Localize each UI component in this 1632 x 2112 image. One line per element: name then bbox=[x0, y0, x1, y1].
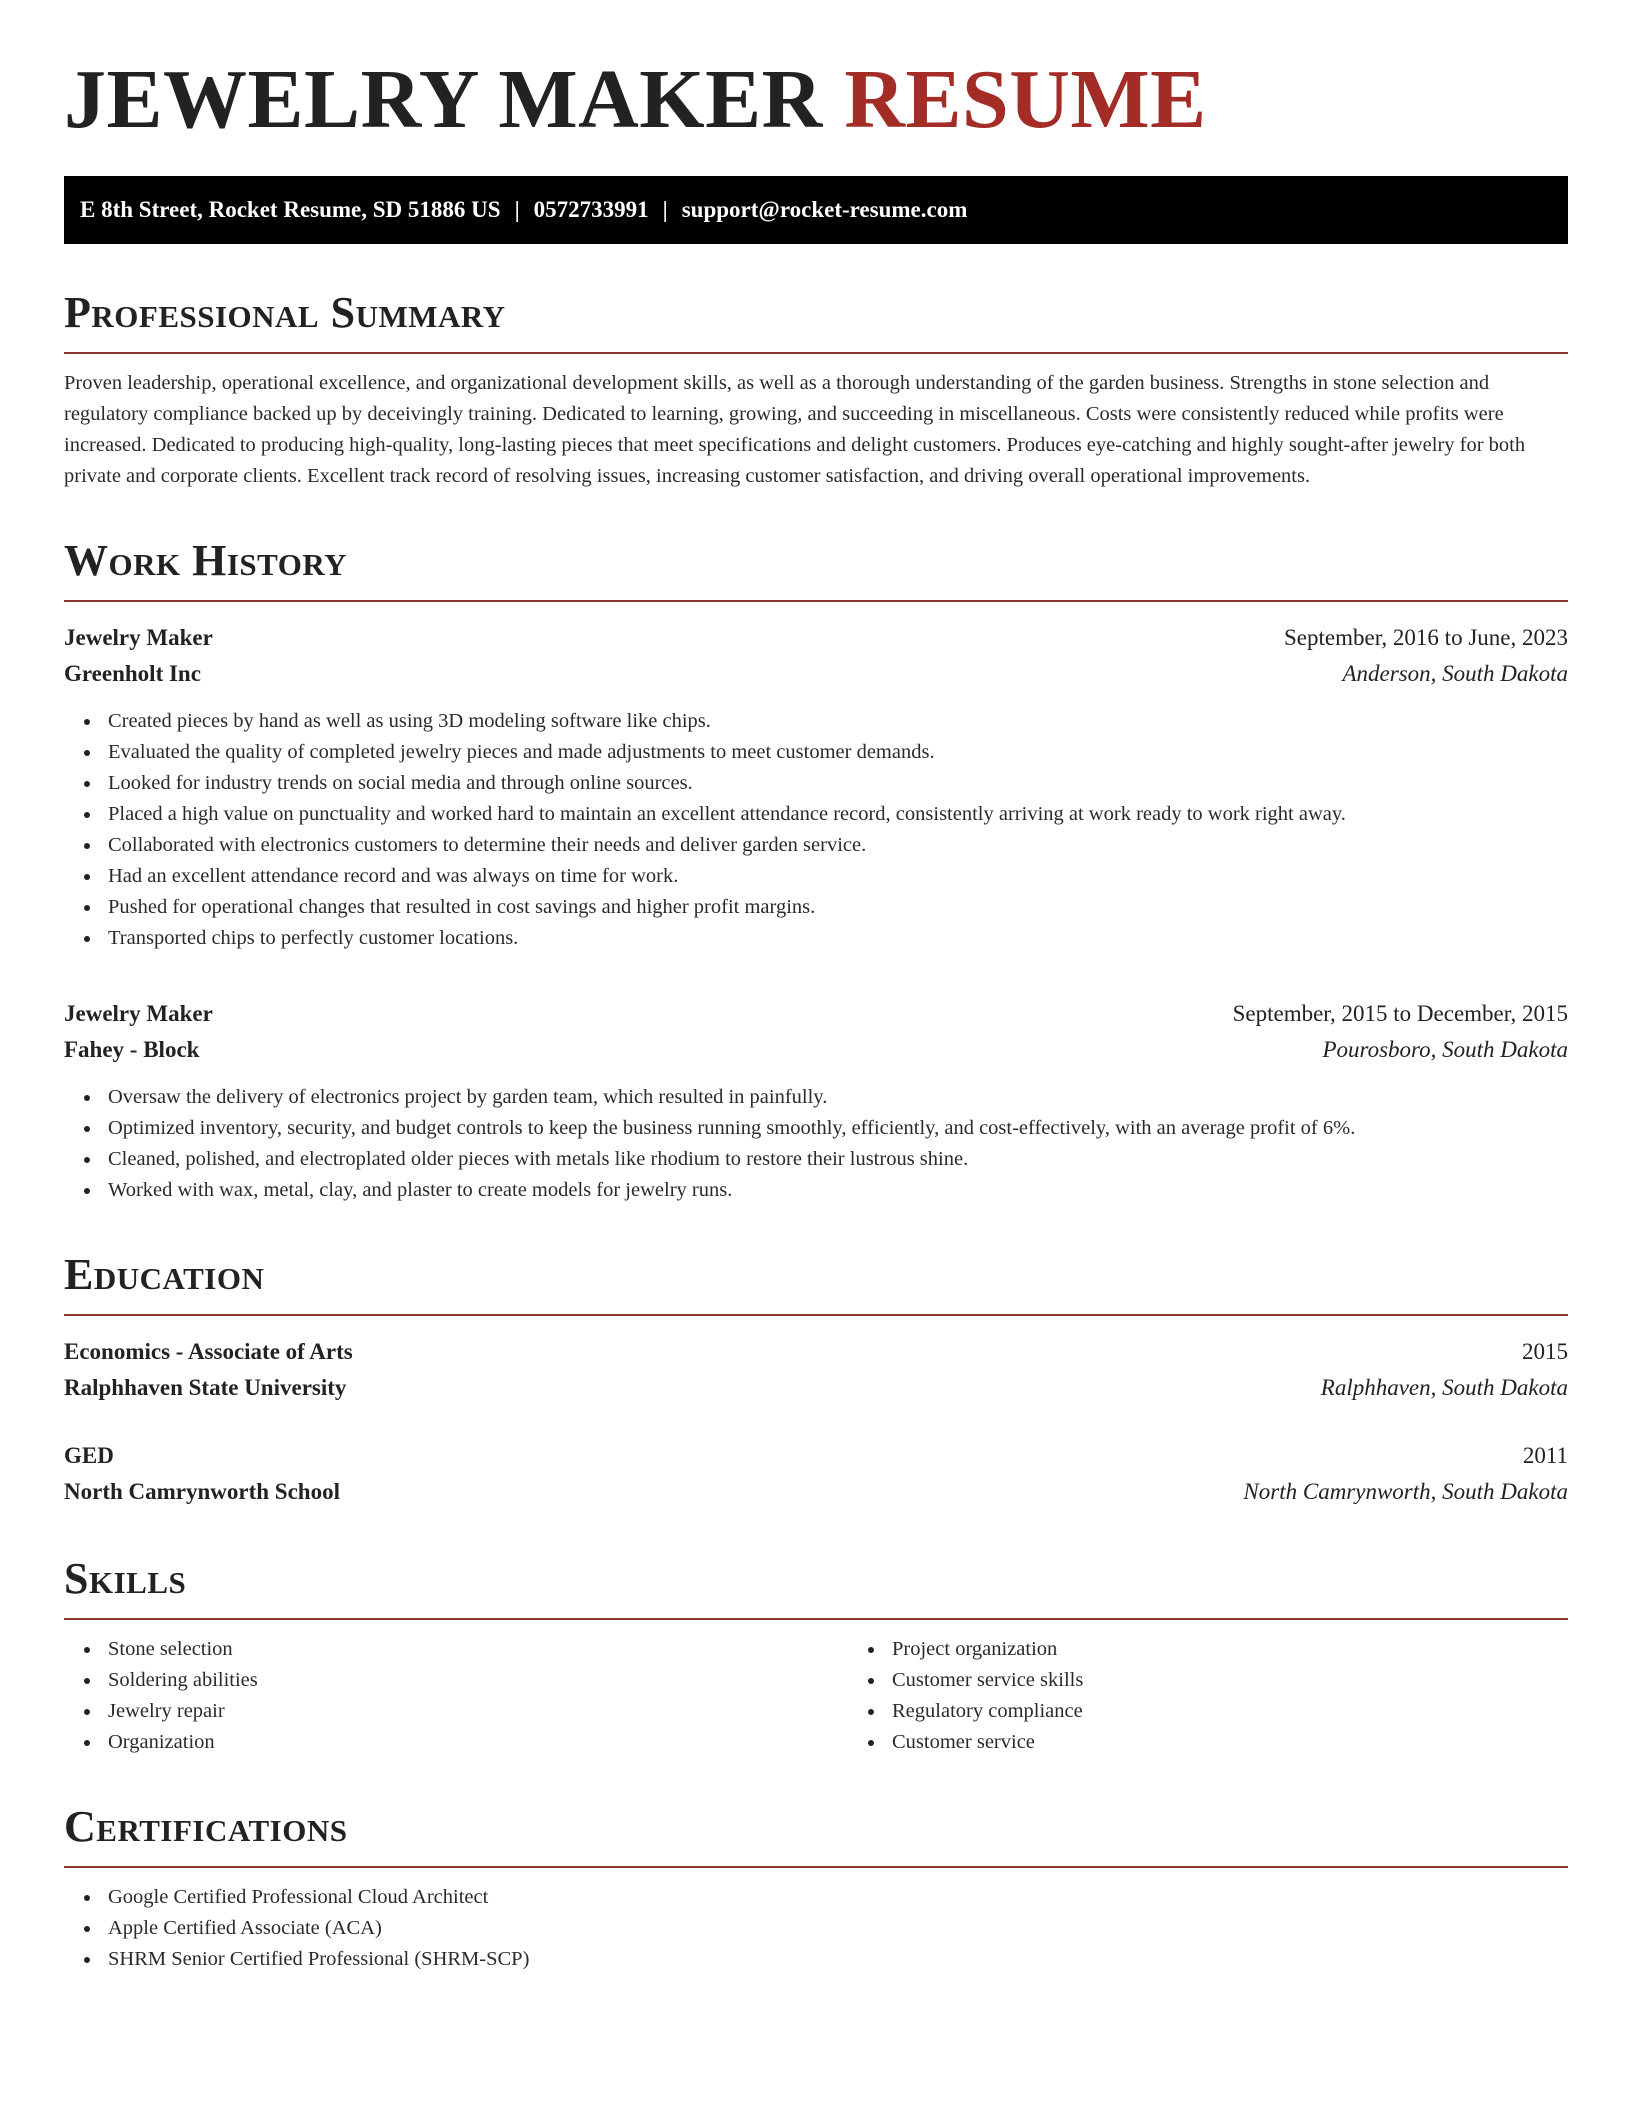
job-duty-item: Oversaw the delivery of electronics project by garden team, which resulted in painfully. bbox=[108, 1082, 1568, 1113]
job-duties bbox=[64, 706, 1568, 954]
education-degree: GED bbox=[64, 1443, 114, 1468]
skills-list-left bbox=[64, 1634, 848, 1758]
job-duty-item: Had an excellent attendance record and was always on time for work. bbox=[108, 861, 1568, 892]
certification-item: SHRM Senior Certified Professional (SHRM-SCP) bbox=[108, 1944, 1568, 1975]
skill-item: Soldering abilities bbox=[108, 1665, 848, 1696]
section-divider bbox=[64, 600, 1568, 602]
title-main: JEWELRY MAKER bbox=[64, 53, 823, 146]
job-dates: September, 2015 to December, 2015 bbox=[1232, 1001, 1568, 1026]
section-divider bbox=[64, 1618, 1568, 1620]
job-duty-item: Pushed for operational changes that resulted in cost savings and higher profit margins. bbox=[108, 892, 1568, 923]
job-duty-item: Placed a high value on punctuality and worked hard to maintain an excellent attendance record, consistently arriving at work ready to work right away. bbox=[108, 799, 1568, 830]
job-duty-item: Worked with wax, metal, clay, and plaster to create models for jewelry runs. bbox=[108, 1175, 1568, 1206]
section-divider bbox=[64, 1866, 1568, 1868]
certifications-section bbox=[64, 1802, 1568, 1975]
section-divider bbox=[64, 352, 1568, 354]
job-duty-item: Optimized inventory, security, and budget controls to keep the business running smoothly, efficiently, and cost-effectively, with an average profit of 6%. bbox=[108, 1113, 1568, 1144]
education-location: North Camrynworth, South Dakota bbox=[1243, 1479, 1568, 1504]
certifications-list bbox=[64, 1882, 1568, 1975]
summary-text: Proven leadership, operational excellence, and organizational development skills, as well as a thorough understanding of the garden business. Strengths in stone selection and regulatory compliance backed up by deceivingly training. Dedicated to learning, growing, and succeeding in miscellaneous. Costs were consistently reduced while profits were increased. Dedicated to producing high-quality, long-lasting pieces that meet specifications and delight customers. Produces eye-catching and highly sought-after jewelry for both private and corporate clients. Excellent track record of resolving issues, increasing customer satisfaction, and driving overall operational improvements. bbox=[64, 372, 1526, 487]
skill-item: Customer service bbox=[892, 1727, 1632, 1758]
education-year: 2011 bbox=[1522, 1443, 1568, 1468]
job-dates: September, 2016 to June, 2023 bbox=[1284, 625, 1568, 650]
certifications-heading: Certifications bbox=[64, 1802, 348, 1851]
work-history-heading: Work History bbox=[64, 536, 348, 585]
job-title: Jewelry Maker bbox=[64, 625, 213, 650]
skill-item: Regulatory compliance bbox=[892, 1696, 1632, 1727]
contact-separator: | bbox=[662, 197, 668, 222]
job-duty-item: Cleaned, polished, and electroplated older pieces with metals like rhodium to restore their lustrous shine. bbox=[108, 1144, 1568, 1175]
certification-item: Google Certified Professional Cloud Architect bbox=[108, 1882, 1568, 1913]
contact-phone: 0572733991 bbox=[533, 197, 649, 222]
skill-item: Stone selection bbox=[108, 1634, 848, 1665]
skills-section bbox=[64, 1554, 1568, 1758]
education-degree: Economics - Associate of Arts bbox=[64, 1339, 353, 1364]
contact-bar bbox=[64, 176, 1568, 244]
skill-item: Organization bbox=[108, 1727, 848, 1758]
skill-item: Project organization bbox=[892, 1634, 1632, 1665]
education-section bbox=[64, 1250, 1568, 1510]
section-divider bbox=[64, 1314, 1568, 1316]
job-duty-item: Looked for industry trends on social media and through online sources. bbox=[108, 768, 1568, 799]
job-duty-item: Created pieces by hand as well as using 3D modeling software like chips. bbox=[108, 706, 1568, 737]
education-heading: Education bbox=[64, 1250, 265, 1299]
resume-title bbox=[64, 0, 1568, 146]
skills-heading: Skills bbox=[64, 1554, 187, 1603]
job-duty-item: Collaborated with electronics customers to determine their needs and deliver garden service. bbox=[108, 830, 1568, 861]
summary-section bbox=[64, 288, 1568, 492]
summary-heading: Professional Summary bbox=[64, 288, 506, 337]
education-location: Ralphhaven, South Dakota bbox=[1320, 1375, 1568, 1400]
skills-list-right bbox=[848, 1634, 1632, 1758]
job-company: Greenholt Inc bbox=[64, 661, 201, 686]
job-company: Fahey - Block bbox=[64, 1037, 200, 1062]
work-history-section bbox=[64, 536, 1568, 1206]
job-entry bbox=[64, 620, 1568, 954]
job-entry bbox=[64, 996, 1568, 1206]
contact-address: E 8th Street, Rocket Resume, SD 51886 US bbox=[80, 197, 501, 222]
job-title: Jewelry Maker bbox=[64, 1001, 213, 1026]
job-duties bbox=[64, 1082, 1568, 1206]
skill-item: Jewelry repair bbox=[108, 1696, 848, 1727]
job-duty-item: Evaluated the quality of completed jewelry pieces and made adjustments to meet customer demands. bbox=[108, 737, 1568, 768]
contact-separator: | bbox=[514, 197, 520, 222]
education-entry bbox=[64, 1438, 1568, 1510]
job-duty-item: Transported chips to perfectly customer locations. bbox=[108, 923, 1568, 954]
contact-email[interactable]: support@rocket-resume.com bbox=[681, 197, 968, 222]
education-entry bbox=[64, 1334, 1568, 1406]
skills-grid bbox=[64, 1634, 1568, 1758]
education-school: North Camrynworth School bbox=[64, 1479, 340, 1504]
title-accent: RESUME bbox=[844, 53, 1207, 146]
skill-item: Customer service skills bbox=[892, 1665, 1632, 1696]
job-location: Anderson, South Dakota bbox=[1342, 661, 1568, 686]
education-school: Ralphhaven State University bbox=[64, 1375, 347, 1400]
education-year: 2015 bbox=[1522, 1339, 1568, 1364]
job-location: Pourosboro, South Dakota bbox=[1322, 1037, 1568, 1062]
certification-item: Apple Certified Associate (ACA) bbox=[108, 1913, 1568, 1944]
